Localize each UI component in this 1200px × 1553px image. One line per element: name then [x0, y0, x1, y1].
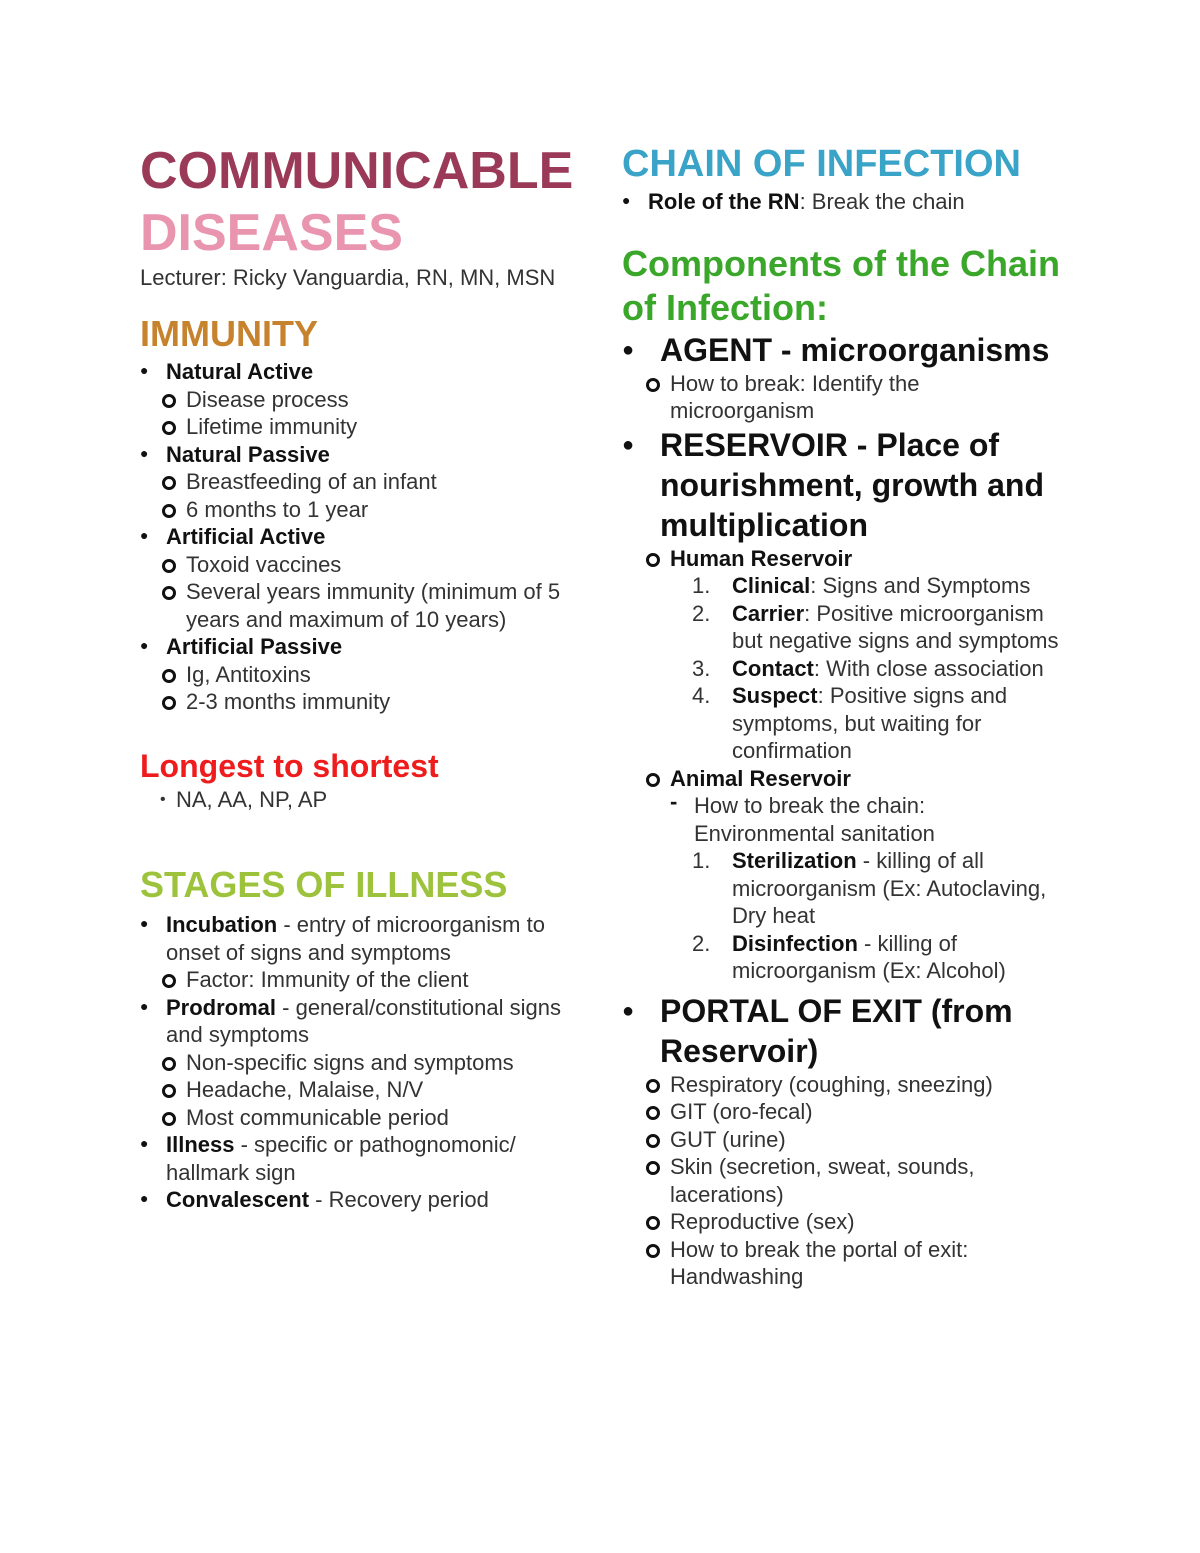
immunity-sub: 2-3 months immunity — [162, 688, 585, 716]
stage-item: ● Illness - specific or pathognomonic/ hallmark sign — [140, 1131, 585, 1186]
stage-sub: Factor: Immunity of the client — [162, 966, 585, 994]
agent-sub: How to break: Identify the microorganism — [646, 370, 1062, 425]
immunity-item: ● Artificial Passive — [140, 633, 585, 661]
animal-item: 1. Sterilization - killing of all microorganism (Ex: Autoclaving, Dry heat — [692, 848, 1047, 928]
stage-sub: Headache, Malaise, N/V — [162, 1076, 585, 1104]
immunity-sub: 6 months to 1 year — [162, 496, 585, 524]
portal-title: ● PORTAL OF EXIT (from Reservoir) — [622, 991, 1062, 1071]
human-reservoir: Human Reservoir — [646, 545, 1062, 573]
portal-item: How to break the portal of exit: Handwashing — [646, 1236, 1062, 1291]
animal-reservoir: Animal Reservoir — [646, 765, 1062, 793]
immunity-sub: Several years immunity (minimum of 5 years and maximum of 10 years) — [162, 578, 585, 633]
right-column — [622, 140, 1062, 1291]
immunity-sub: Disease process — [162, 386, 585, 414]
portal-item: Respiratory (coughing, sneezing) — [646, 1071, 1062, 1099]
components-heading: Components of the Chain of Infection: — [622, 242, 1060, 328]
immunity-item: ● Artificial Active — [140, 523, 585, 551]
agent-title: ● AGENT - microorganisms — [622, 330, 1062, 370]
stage-item: ● Convalescent - Recovery period — [140, 1186, 585, 1214]
animal-item: 2. Disinfection - killing of microorganism (Ex: Alcohol) — [692, 930, 1006, 983]
title-line-1: COMMUNICABLE — [140, 142, 574, 200]
longest-heading: Longest to shortest — [140, 747, 439, 784]
role-item: ● Role of the RN: Break the chain — [622, 188, 1062, 216]
portal-item: GUT (urine) — [646, 1126, 1062, 1154]
chain-heading: CHAIN OF INFECTION — [622, 143, 1021, 185]
human-item: 4. Suspect: Positive signs and symptoms, but waiting for confirmation — [692, 683, 1008, 763]
human-item: 2. Carrier: Positive microorganism but negative signs and symptoms — [692, 600, 1059, 653]
portal-item: Reproductive (sex) — [646, 1208, 1062, 1236]
human-item: 3. Contact: With close association — [692, 655, 1044, 681]
immunity-sub: Ig, Antitoxins — [162, 661, 585, 689]
immunity-item: ● Natural Passive — [140, 441, 585, 469]
portal-item: GIT (oro-fecal) — [646, 1098, 1062, 1126]
human-item: 1. Clinical: Signs and Symptoms — [692, 573, 1031, 598]
portal-item: Skin (secretion, sweat, sounds, lacerations) — [646, 1153, 1062, 1208]
longest-item: • NA, AA, NP, AP — [160, 786, 585, 814]
stages-list — [140, 911, 585, 1214]
immunity-item: ● Natural Active — [140, 358, 585, 386]
immunity-sub: Breastfeeding of an infant — [162, 468, 585, 496]
stages-heading: STAGES OF ILLNESS — [140, 864, 508, 905]
stage-item: ● Prodromal - general/constitutional signs and symptoms — [140, 994, 585, 1049]
animal-dash: - How to break the chain: Environmental sanitation — [670, 789, 935, 846]
title-line-2: DISEASES — [140, 204, 403, 262]
stage-item: ● Incubation - entry of microorganism to onset of signs and symptoms — [140, 911, 585, 966]
lecturer: Lecturer: Ricky Vanguardia, RN, MN, MSN — [140, 265, 556, 290]
stage-sub: Non-specific signs and symptoms — [162, 1049, 585, 1077]
immunity-sub: Lifetime immunity — [162, 413, 585, 441]
components-list — [622, 330, 1062, 1291]
reservoir-title: ● RESERVOIR - Place of nourishment, growth and multiplication — [622, 425, 1062, 545]
immunity-heading: IMMUNITY — [140, 313, 318, 354]
immunity-list — [140, 358, 585, 716]
immunity-sub: Toxoid vaccines — [162, 551, 585, 579]
stage-sub: Most communicable period — [162, 1104, 585, 1132]
left-column — [140, 140, 585, 1214]
